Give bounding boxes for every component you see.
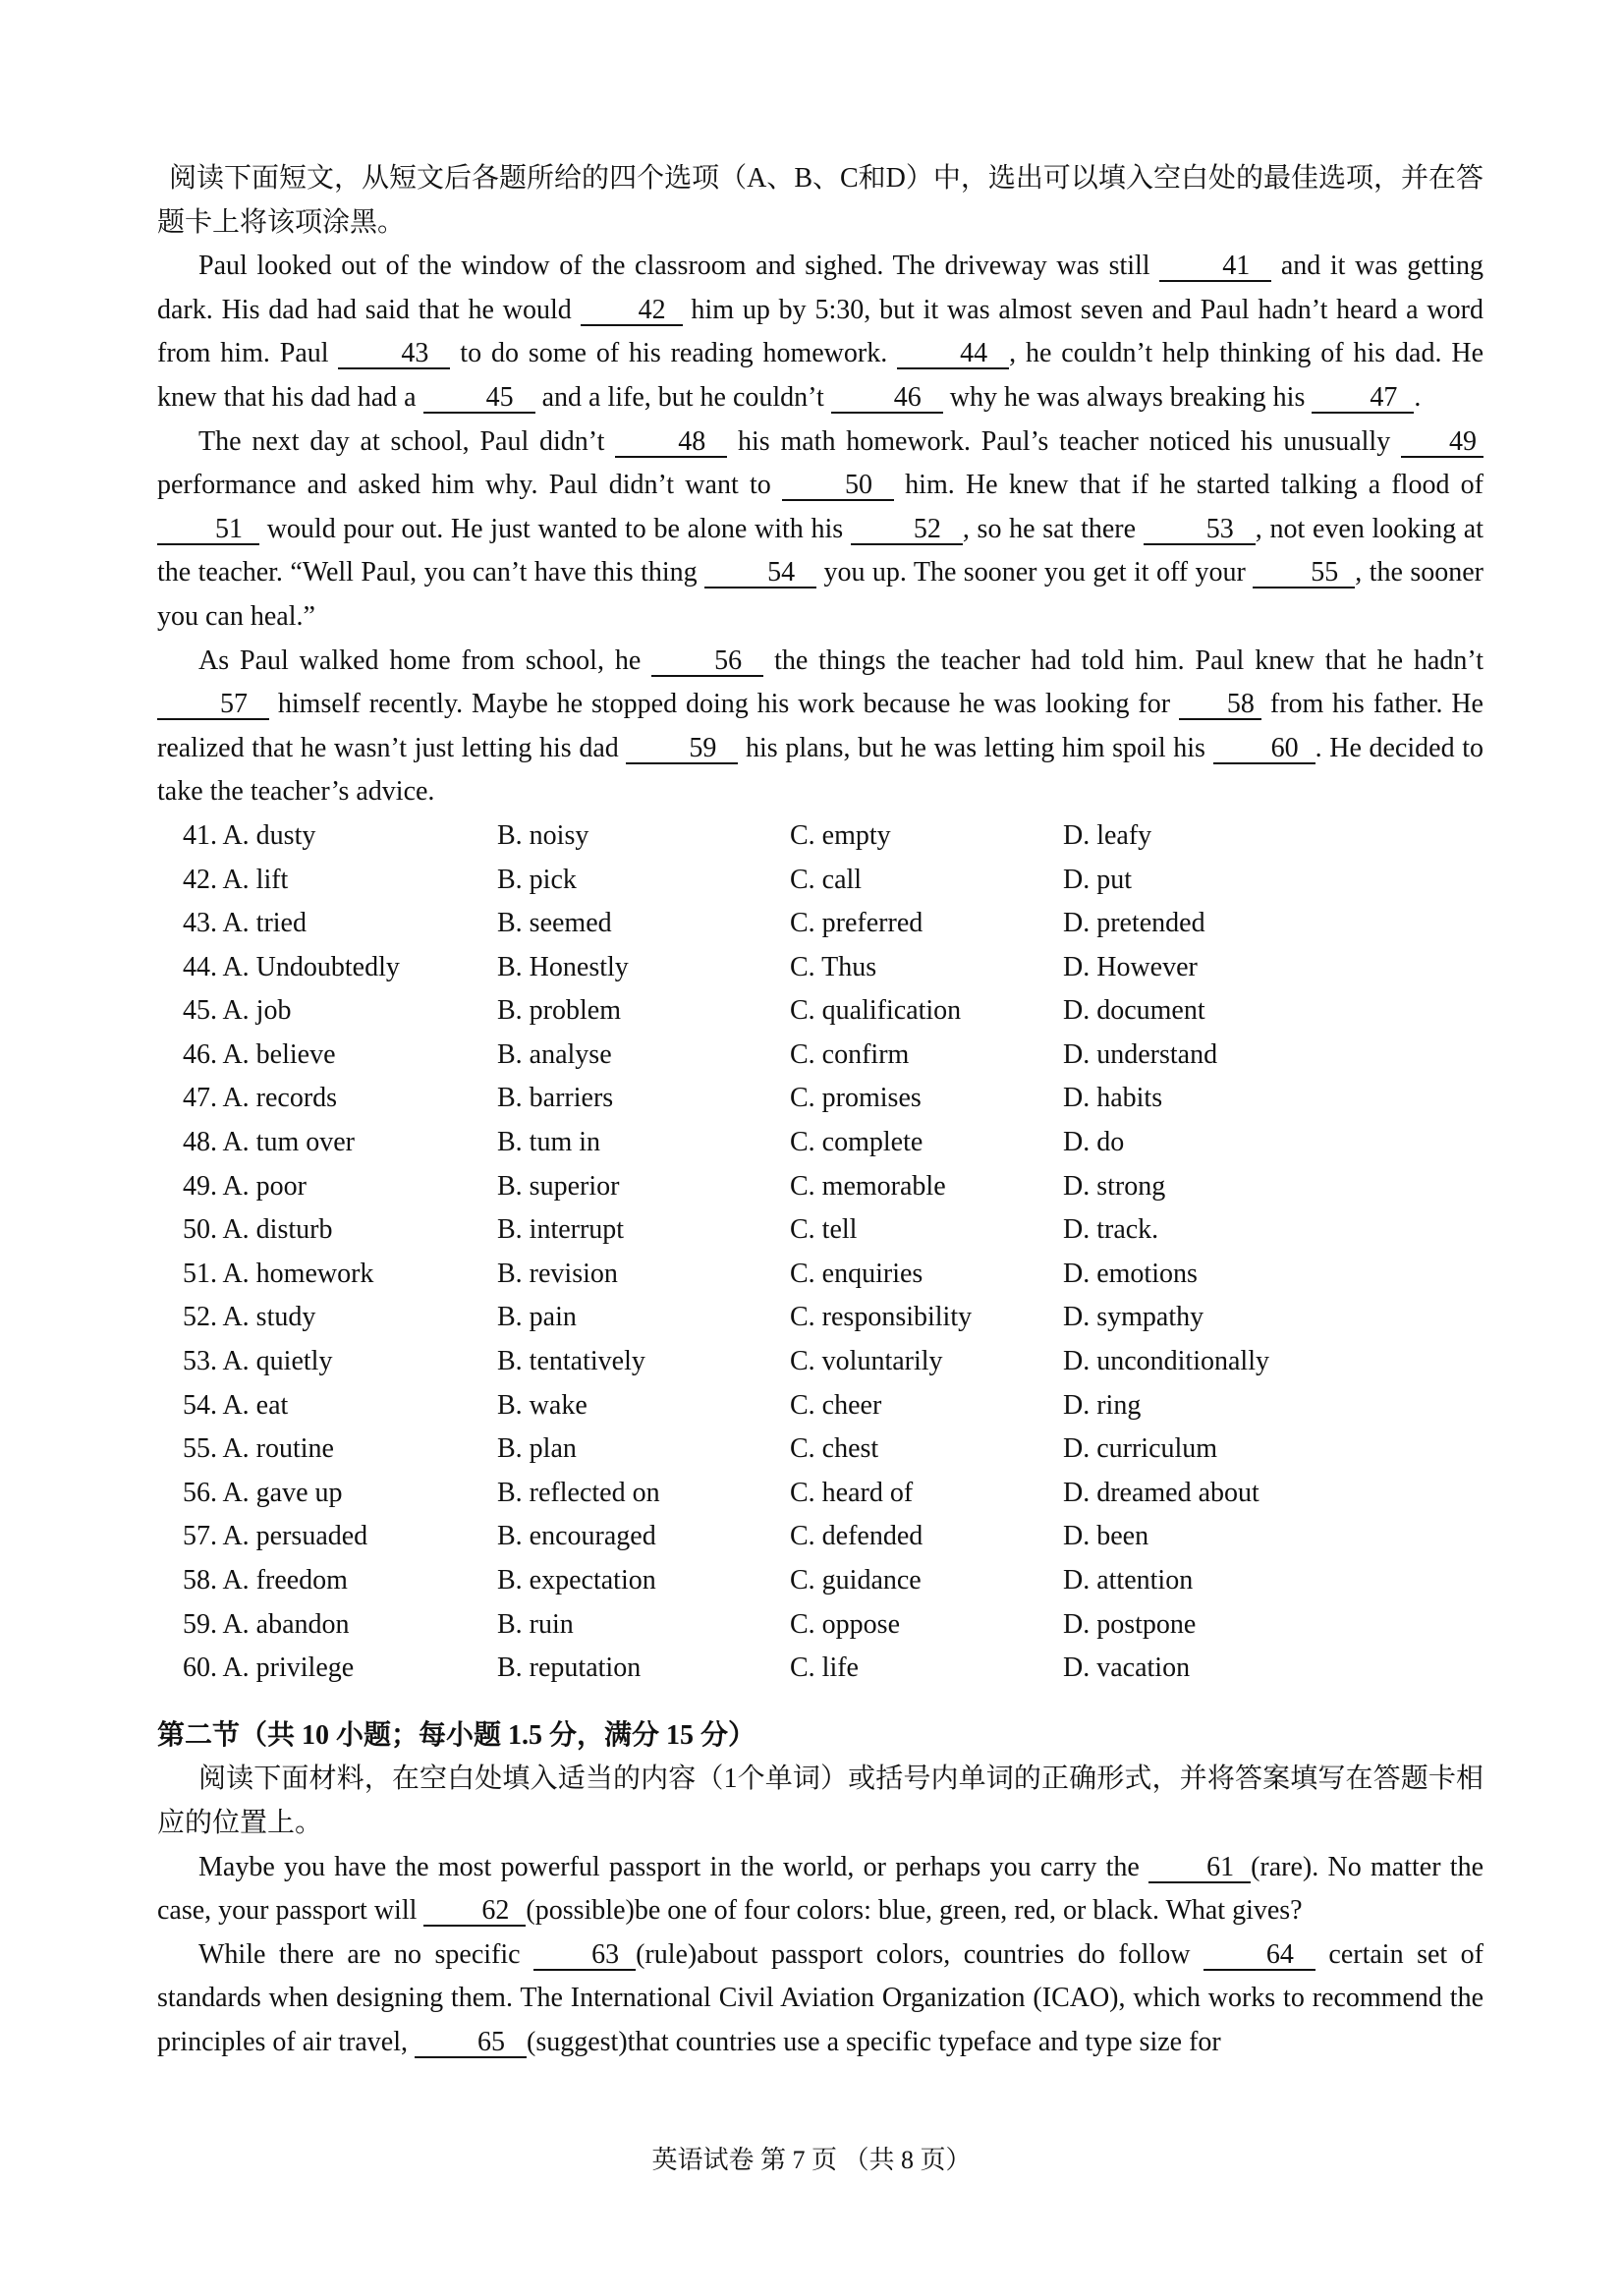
option-choice: D. curriculum <box>1063 1433 1218 1465</box>
blank-53: 53 <box>1144 516 1256 545</box>
option-choice: C. voluntarily <box>790 1346 943 1377</box>
option-choice: C. guidance <box>790 1565 922 1596</box>
option-choice: D. habits <box>1063 1083 1163 1114</box>
blank-44: 44 <box>897 340 1009 369</box>
option-choice: B. reflected on <box>497 1477 660 1508</box>
option-choice: D. ring <box>1063 1389 1142 1421</box>
text: would pour out. He just wanted to be alone with his <box>259 513 851 544</box>
blank-64: 64 <box>1203 1941 1315 1971</box>
option-row <box>157 1647 1483 1691</box>
option-row <box>157 989 1483 1034</box>
option-choice: B. reputation <box>497 1652 642 1684</box>
option-choice: D. been <box>1063 1521 1149 1552</box>
option-choice: C. call <box>790 864 863 895</box>
option-choice: C. heard of <box>790 1477 914 1508</box>
blank-56: 56 <box>651 647 763 677</box>
text: The next day at school, Paul didn’t <box>198 425 616 457</box>
section-2-title: 第二节（共 10 小题；每小题 1.5 分，满分 15 分） <box>157 1719 756 1751</box>
blank-61: 61 <box>1148 1854 1251 1883</box>
blank-55: 55 <box>1253 559 1355 588</box>
option-choice: B. barriers <box>497 1083 614 1114</box>
option-choice: B. problem <box>497 995 621 1027</box>
option-choice: D. pretended <box>1063 908 1205 939</box>
option-choice: D. unconditionally <box>1063 1346 1269 1377</box>
option-row <box>157 1384 1483 1428</box>
option-row <box>157 1472 1483 1516</box>
text: (possible)be one of four colors: blue, green, red, or black. What gives? <box>526 1895 1303 1927</box>
cloze-paragraph-2 <box>157 420 1483 640</box>
blank-46: 46 <box>831 384 943 414</box>
text: . He decided to take the teacher’s advice. <box>157 732 1483 808</box>
instructions-cloze: 阅读下面短文，从短文后各题所给的四个选项（A、B、C和D）中，选出可以填入空白处的最佳选项，并在答题卡上将该项涂黑。 <box>157 163 1483 238</box>
option-row <box>157 1077 1483 1121</box>
option-row <box>157 1603 1483 1648</box>
option-choice: 60. A. privilege <box>183 1652 355 1684</box>
option-row <box>157 1208 1483 1253</box>
grammar-paragraph-1 <box>157 1846 1483 1933</box>
option-choice: C. life <box>790 1652 859 1684</box>
option-choice: B. expectation <box>497 1565 656 1596</box>
option-choice: 43. A. tried <box>183 908 307 939</box>
text: , so he sat there <box>962 513 1144 544</box>
blank-50: 50 <box>782 472 894 501</box>
text: you up. The sooner you get it off your <box>816 557 1254 588</box>
option-choice: D. vacation <box>1063 1652 1191 1684</box>
exam-page <box>157 157 1483 2065</box>
text: certain set of standards when designing them. The International Civil Aviation Organization (ICAO), which works to recommend the principles of air travel, <box>157 1938 1483 2057</box>
text: performance and asked him why. Paul didn’t want to <box>157 470 782 501</box>
option-choice: 49. A. poor <box>183 1170 307 1202</box>
blank-42: 42 <box>581 297 683 326</box>
blank-41: 41 <box>1159 252 1271 282</box>
blank-62: 62 <box>423 1897 526 1927</box>
option-choice: D. document <box>1063 995 1205 1027</box>
text: himself recently. Maybe he stopped doing his work because he was looking for <box>269 689 1179 720</box>
option-row <box>157 946 1483 990</box>
option-row <box>157 1121 1483 1165</box>
option-choice: D. leafy <box>1063 819 1152 851</box>
option-choice: C. empty <box>790 819 891 851</box>
option-choice: C. confirm <box>790 1038 910 1070</box>
text: and a life, but he couldn’t <box>534 381 831 413</box>
option-choice: C. enquiries <box>790 1258 923 1289</box>
option-choice: D. strong <box>1063 1170 1166 1202</box>
option-choice: D. sympathy <box>1063 1302 1204 1333</box>
text: and it was getting dark. His dad had said that he would <box>157 251 1484 325</box>
option-choice: C. defended <box>790 1521 923 1552</box>
blank-59: 59 <box>626 735 738 764</box>
text: his plans, but he was letting him spoil his <box>738 732 1213 763</box>
option-choice: B. pain <box>497 1302 577 1333</box>
option-choice: D. dreamed about <box>1063 1477 1259 1508</box>
blank-65: 65 <box>415 2029 527 2058</box>
option-row <box>157 1253 1483 1297</box>
blank-43: 43 <box>338 340 450 369</box>
option-choice: D. do <box>1063 1127 1125 1158</box>
option-choice: B. encouraged <box>497 1521 656 1552</box>
text: , not even looking at the teacher. “Well Paul, you can’t have this thing <box>157 513 1483 588</box>
option-row <box>157 1034 1483 1078</box>
option-row <box>157 1428 1483 1472</box>
option-choice: 56. A. gave up <box>183 1477 343 1508</box>
blank-52: 52 <box>851 516 963 545</box>
option-choice: C. preferred <box>790 908 923 939</box>
option-choice: B. ruin <box>497 1608 574 1640</box>
cloze-paragraph-1 <box>157 245 1483 420</box>
text: him. He knew that if he started talking a flood of <box>893 470 1483 501</box>
option-choice: B. pick <box>497 864 577 895</box>
option-row <box>157 814 1483 859</box>
text: (rare). No matter the case, your passport will <box>157 1851 1483 1927</box>
page-footer: 英语试卷 第 7 页 （共 8 页） <box>651 2146 972 2174</box>
option-row <box>157 1340 1483 1384</box>
option-choice: 53. A. quietly <box>183 1346 333 1377</box>
option-choice: B. noisy <box>497 819 589 851</box>
option-choice: 50. A. disturb <box>183 1214 333 1246</box>
option-choice: 48. A. tum over <box>183 1127 355 1158</box>
option-choice: 54. A. eat <box>183 1389 289 1421</box>
blank-47: 47 <box>1312 384 1414 414</box>
text: why he was always breaking his <box>942 381 1313 413</box>
option-row <box>157 1165 1483 1209</box>
option-choice: C. chest <box>790 1433 879 1465</box>
option-choice: 57. A. persuaded <box>183 1521 368 1552</box>
option-choice: B. revision <box>497 1258 618 1289</box>
option-row <box>157 902 1483 946</box>
option-choice: D. attention <box>1063 1565 1194 1596</box>
text: his math homework. Paul’s teacher noticed his unusually <box>727 425 1402 457</box>
blank-63: 63 <box>533 1941 636 1971</box>
option-choice: C. oppose <box>790 1608 900 1640</box>
instructions-grammar: 阅读下面材料，在空白处填入适当的内容（1个单词）或括号内单词的正确形式，并将答案填写在答题卡相应的位置上。 <box>157 1764 1483 1838</box>
text: , the sooner you can heal.” <box>157 557 1483 632</box>
text: from his father. He realized that he wasn’t just letting his dad <box>157 689 1483 763</box>
option-choice: 42. A. lift <box>183 864 289 895</box>
text: Maybe you have the most powerful passport in the world, or perhaps you carry the <box>198 1851 1149 1882</box>
text: the things the teacher had told him. Paul knew that he hadn’t <box>763 644 1483 676</box>
option-choice: B. Honestly <box>497 951 629 982</box>
option-choice: B. tum in <box>497 1127 601 1158</box>
option-choice: D. put <box>1063 864 1132 895</box>
option-choice: 47. A. records <box>183 1083 338 1114</box>
blank-45: 45 <box>423 384 535 414</box>
text: to do some of his reading homework. <box>450 338 898 369</box>
text: Paul looked out of the window of the classroom and sighed. The driveway was still <box>198 251 1160 282</box>
option-choice: D. However <box>1063 951 1198 982</box>
option-choice: 59. A. abandon <box>183 1608 350 1640</box>
option-choice: C. tell <box>790 1214 858 1246</box>
option-choice: 51. A. homework <box>183 1258 374 1289</box>
option-row <box>157 1296 1483 1340</box>
option-choice: D. track. <box>1063 1214 1159 1246</box>
option-choice: C. qualification <box>790 995 962 1027</box>
option-choice: D. postpone <box>1063 1608 1197 1640</box>
option-choice: B. interrupt <box>497 1214 625 1246</box>
option-choice: 45. A. job <box>183 995 292 1027</box>
text: , he couldn’t help thinking of his dad. He knew that his dad had a <box>157 338 1484 413</box>
blank-49: 49 <box>1401 428 1483 458</box>
text: As Paul walked home from school, he <box>198 644 652 676</box>
text: While there are no specific <box>198 1938 534 1970</box>
option-choice: B. plan <box>497 1433 577 1465</box>
blank-54: 54 <box>704 559 816 588</box>
grammar-paragraph-2 <box>157 1933 1483 2065</box>
option-choice: 46. A. believe <box>183 1038 336 1070</box>
option-choice: 55. A. routine <box>183 1433 334 1465</box>
text: (rule)about passport colors, countries do follow <box>636 1938 1203 1970</box>
cloze-paragraph-3 <box>157 640 1483 814</box>
option-choice: C. complete <box>790 1127 923 1158</box>
text: him up by 5:30, but it was almost seven and Paul hadn’t heard a word from him. Paul <box>157 294 1483 369</box>
blank-58: 58 <box>1179 691 1261 720</box>
text: . <box>1414 381 1422 413</box>
blank-57: 57 <box>157 691 269 720</box>
option-choice: B. analyse <box>497 1038 612 1070</box>
option-choice: 41. A. dusty <box>183 819 316 851</box>
option-choice: C. memorable <box>790 1170 946 1202</box>
option-choice: 58. A. freedom <box>183 1565 348 1596</box>
option-choice: C. cheer <box>790 1389 882 1421</box>
option-choice: C. Thus <box>790 951 877 982</box>
option-row <box>157 1559 1483 1603</box>
answer-options <box>157 814 1483 1691</box>
option-row <box>157 859 1483 903</box>
cloze-passage <box>157 245 1483 814</box>
option-choice: B. seemed <box>497 908 612 939</box>
text: (suggest)that countries use a specific typeface and type size for <box>527 2026 1221 2057</box>
option-choice: B. superior <box>497 1170 620 1202</box>
blank-51: 51 <box>157 516 259 545</box>
option-choice: 44. A. Undoubtedly <box>183 951 400 982</box>
option-choice: D. understand <box>1063 1038 1218 1070</box>
option-choice: C. promises <box>790 1083 922 1114</box>
option-choice: D. emotions <box>1063 1258 1198 1289</box>
option-choice: B. tentatively <box>497 1346 645 1377</box>
option-choice: 52. A. study <box>183 1302 316 1333</box>
blank-60: 60 <box>1213 735 1315 764</box>
blank-48: 48 <box>615 428 727 458</box>
option-row <box>157 1515 1483 1559</box>
option-choice: B. wake <box>497 1389 588 1421</box>
option-choice: C. responsibility <box>790 1302 973 1333</box>
